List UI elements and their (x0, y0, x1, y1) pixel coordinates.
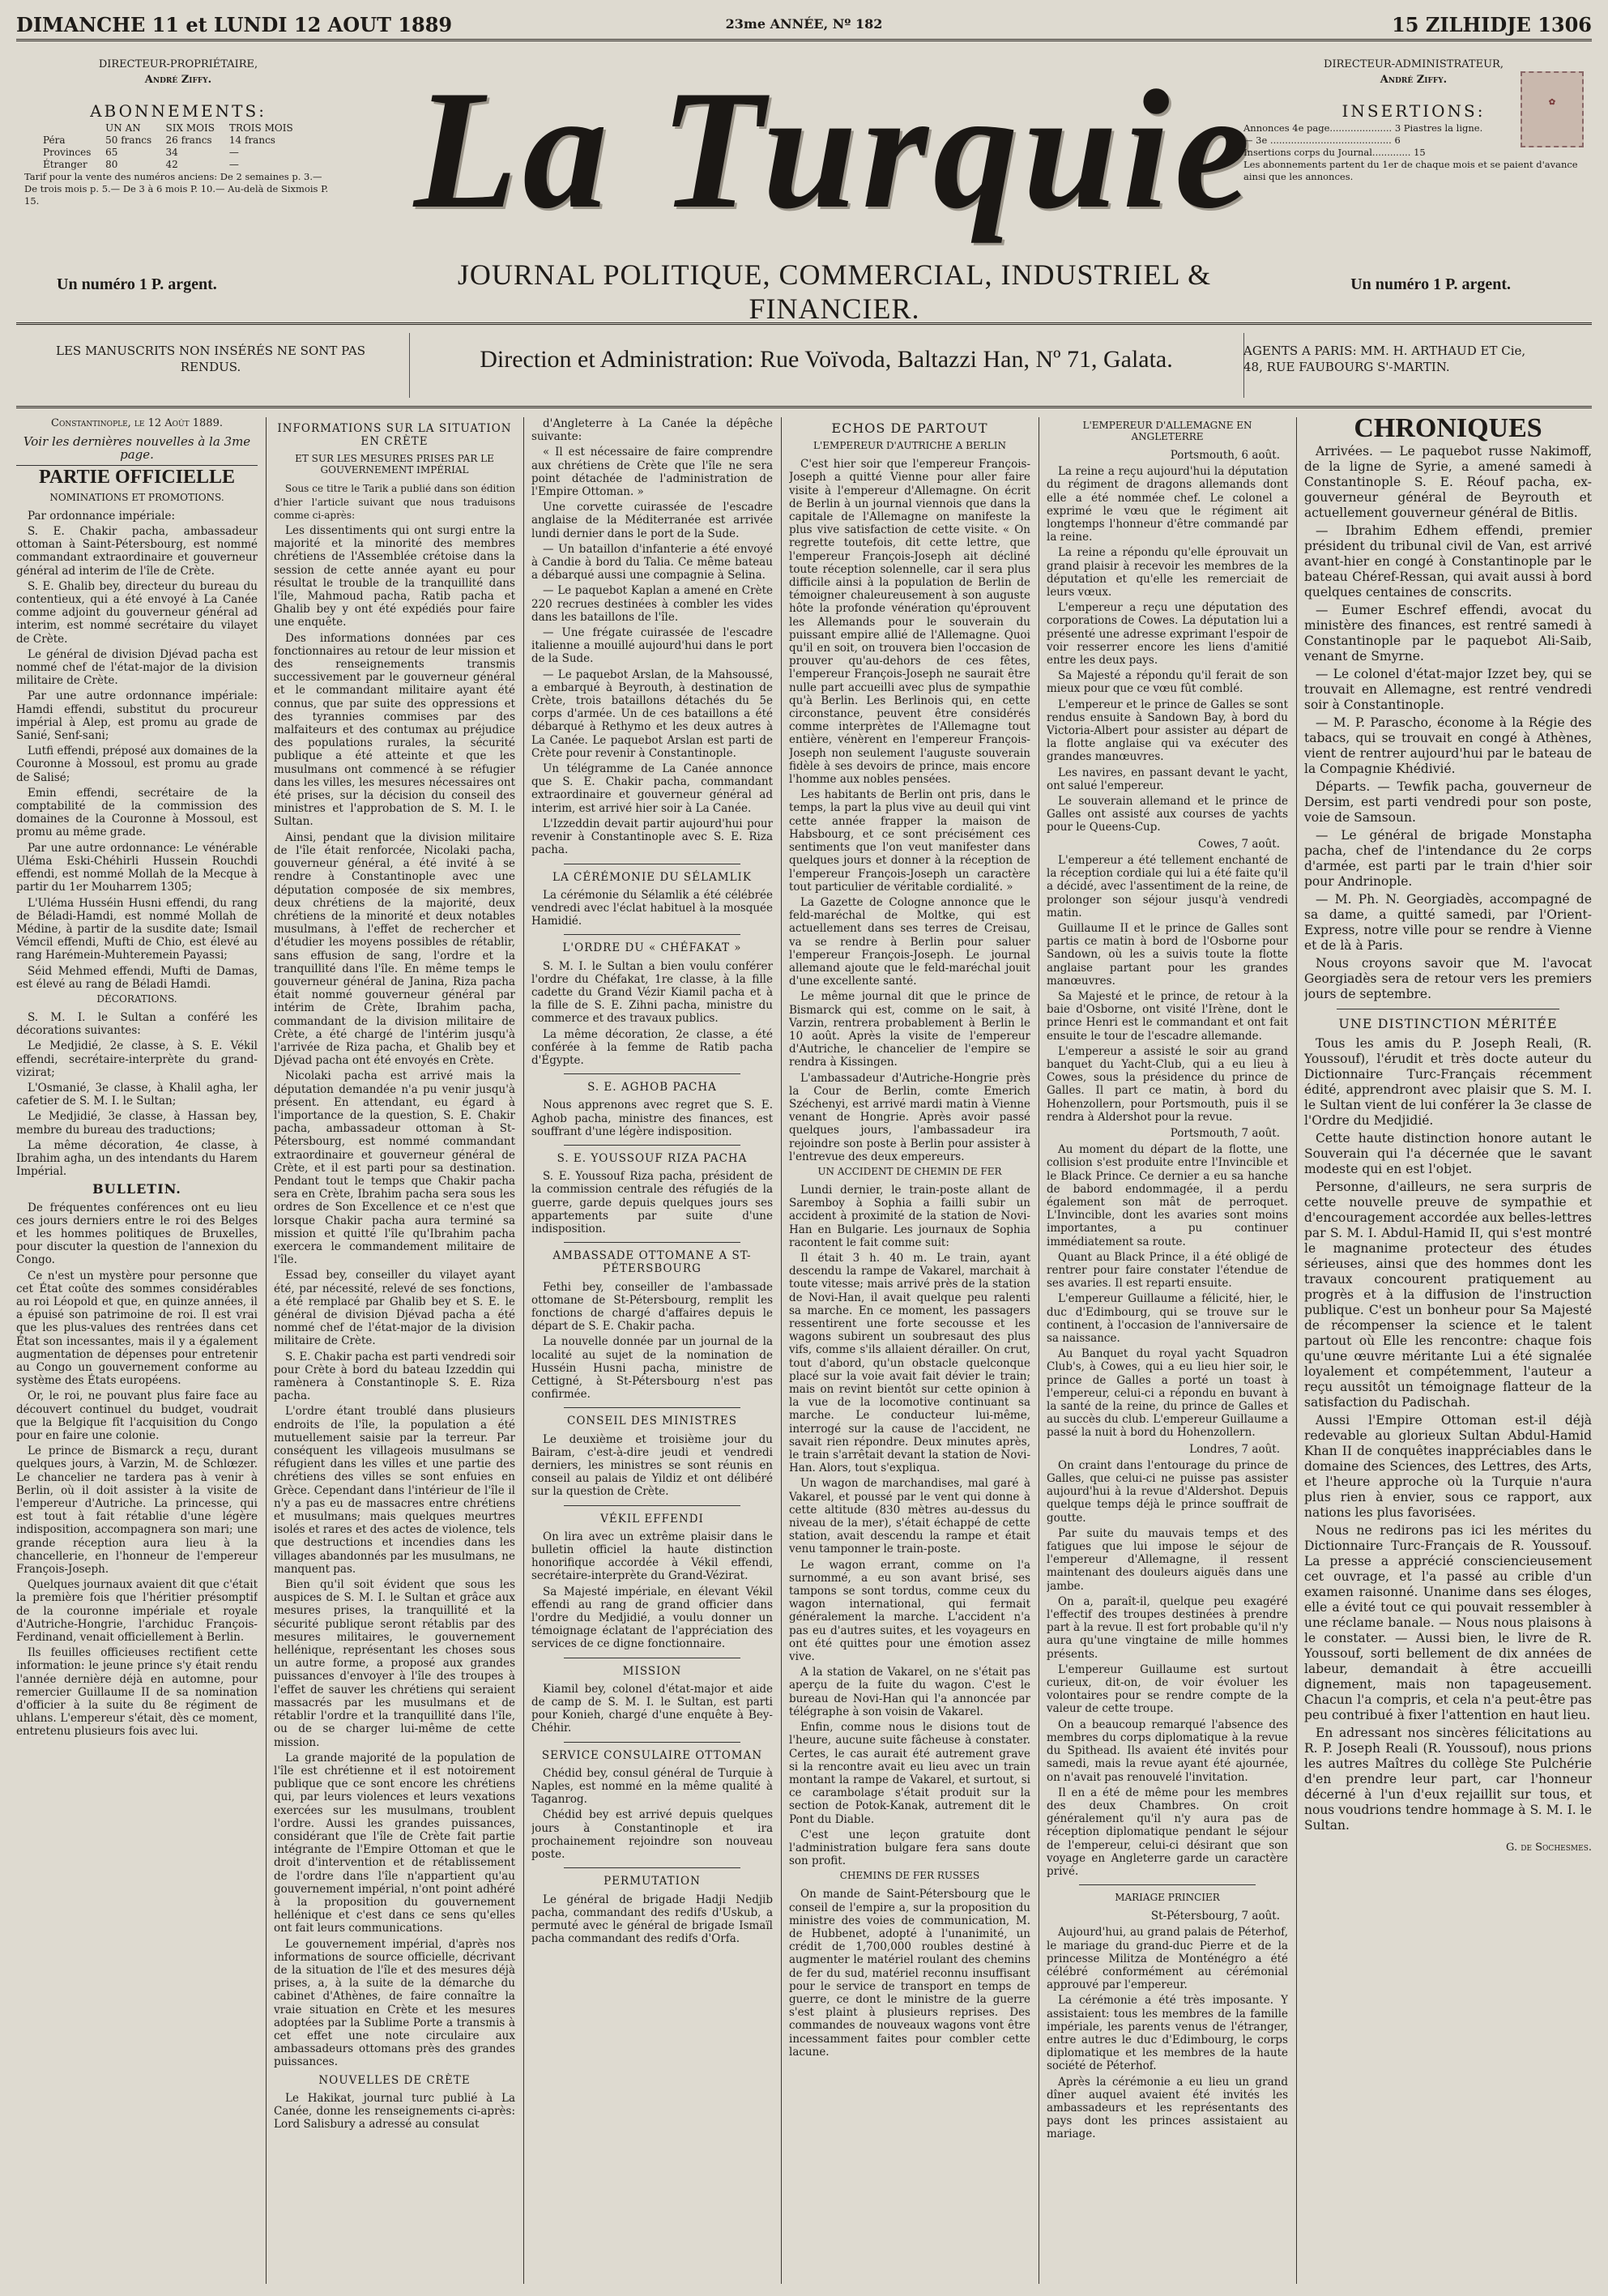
divider (409, 333, 410, 398)
paragraph: Les dissentiments qui ont surgi entre la majorité et la minorité des membres chrétiens de l'Assemblée crétoise dans la session de cette année ayant eu pour résultat le trouble de la tranquillité dans l'île, Mahmoud pacha, Ratib pacha et Ghalib bey y ont été expédiés pour faire une enquête. (274, 524, 515, 629)
paragraph: La reine a répondu qu'elle éprouvait un grand plaisir à recevoir les membres de la députation et qu'elle les remerciait de leurs vœux. (1047, 546, 1288, 600)
paragraph: Or, le roi, ne pouvant plus faire face au découvert continuel du budget, voudrait que la Belgique fît l'acquisition du Congo pour en faire une colonie. (16, 1389, 258, 1443)
paragraph: Le Hakikat, journal turc publié à La Canée, donne les renseignements ci-après: Lord Salisbury a adressé au consulat (274, 2091, 515, 2132)
paragraph: Le souverain allemand et le prince de Galles ont assisté aux courses de yachts pour le Queens-Cup. (1047, 795, 1288, 834)
dateline: Cowes, 7 août. (1198, 837, 1280, 851)
paragraph: Le général de division Djévad pacha est nommé chef de l'état-major de la division militaire de Crète. (16, 647, 258, 688)
paragraph: Il était 3 h. 40 m. Le train, ayant descendu la rampe de Vakarel, marchait à toute vitesse; mais arrivé près de la station de Novi-Han, il avait quelque peu ralenti sa marche. En ce moment, les passagers ressentirent une forte secousse et les wagons subirent un soubresaut des plus vifs, comme s'ils allaient dérailler. On crut, tout d'abord, qu'un obstacle quelconque placé sur la voie avait fait dévier le train; mais on revint bientôt sur cette opinion à la vue de la locomotive continuant sa marche. Le conducteur lui-même, interrogé sur la cause de l'accident, ne savait rien répondre. Deux minutes après, le train s'arrêtait devant la station de Novi-Han. Alors, tout s'expliqua. (789, 1251, 1030, 1475)
paragraph: A la station de Vakarel, on ne s'était pas aperçu de la fuite du wagon. C'est le bureau de Novi-Han qui l'a annoncée par télégraphe à son voisin de Vakarel. (789, 1666, 1030, 1718)
paragraph: d'Angleterre à La Canée la dépêche suivante: (531, 417, 773, 444)
dateline: Portsmouth, 7 août. (1170, 1126, 1280, 1140)
hijri-date: 15 ZILHIDJE 1306 (1392, 13, 1592, 36)
paragraph: La grande majorité de la population de l'île est chrétienne et il est notoirement publique que ce sont encore les chrétiens qui, par leurs violences et leurs vexations exercées sur les musulmans, troublent l'ordre. Aussi les grandes puissances, considérant que l'île de Crète fait partie intégrante de l'Empire Ottoman et que le droit d'intervention et de rétablissement de l'ordre dans l'île n'appartient qu'au gouvernement impérial, n'ont point adhéré à la proposition du gouvernement hellénique et c'est dans ce sens qu'elles ont fait leurs communications. (274, 1751, 515, 1935)
divider (564, 1073, 740, 1074)
article-title: AMBASSADE OTTOMANE A ST-PÉTERSBOURG (552, 1249, 752, 1276)
paragraph: Fethi bey, conseiller de l'ambassade ottomane de St-Pétersbourg, remplit les fonctions de chargé d'affaires depuis le départ de S. E. Chakir pacha. (531, 1280, 773, 1334)
divider (564, 1742, 740, 1743)
paragraph: — M. P. Parascho, économe à la Régie des tabacs, qui se trouvait en congé à Athènes, vient de rentrer aujourd'hui par le bateau de la Compagnie Khédivié. (1304, 715, 1592, 776)
divider (564, 1145, 740, 1146)
table-cell: Étranger (43, 159, 87, 170)
paragraph: Séid Mehmed effendi, Mufti de Damas, est élevé au rang de Béladi Hamdi. (16, 964, 258, 991)
column-3 (531, 417, 773, 2284)
paragraph: Tous les amis du P. Joseph Reali, (R. Youssouf), l'érudit et très docte auteur du Dictionnaire Turc-Français récemment édité, apprendront avec plaisir que S. M. I. le Sultan vient de lui conférer la 3e classe de l'Ordre du Medjidié. (1304, 1036, 1592, 1128)
paragraph: L'Izzeddin devait partir aujourd'hui pour revenir à Constantinople avec S. E. Riza pacha. (531, 817, 773, 857)
paragraph: On craint dans l'entourage du prince de Galles, que celui-ci ne puisse pas assister aujourd'hui à la revue d'Aldershot. Depuis quelque temps déjà le prince souffrait de goutte. (1047, 1458, 1288, 1525)
paragraph: On a beaucoup remarqué l'absence des membres du corps diplomatique à la revue du Spithead. Ils avaient été invités pour samedi, mais la revue ayant été ajournée, on n'avait pas renouvelé l'invitation. (1047, 1718, 1288, 1784)
paragraph: C'est une leçon gratuite dont l'administration bulgare fera sans doute son profit. (789, 1828, 1030, 1868)
column-5 (1047, 417, 1288, 2284)
paragraph: Arrivées. — Le paquebot russe Nakimoff, de la ligne de Syrie, a amené samedi à Constantinople S. E. Réouf pacha, ex-gouverneur général de Beyrouth et actuellement gouverneur général de Bitlis. (1304, 444, 1592, 520)
paragraph: Le prince de Bismarck a reçu, durant quelques jours, à Varzin, M. de Schlœzer. Le chancelier ne tardera pas à venir à Berlin, où il doit assister à la visite de l'empereur d'Autriche. La princesse, qui est tout à fait rétablie d'une légère indisposition, accompagnera son mari; une grande réception aura lieu à la chancellerie, en l'honneur de l'empereur François-Joseph. (16, 1445, 258, 1577)
insertions-heading: INSERTIONS: (1341, 101, 1486, 121)
column-4 (789, 417, 1030, 2284)
divider (564, 1407, 740, 1408)
paragraph: Bien qu'il soit évident que sous les auspices de S. M. I. le Sultan et grâce aux mesures prises, la tranquillité et la sécurité publique seront rétablis par des mesures militaires, le gouvernement hellénique, représentant les choses sous un autre forme, a proposé aux grandes puissances d'envoyer à l'île des troupes à l'effet de sauver les chrétiens qui seraient massacrés par les musulmans et de rétablir l'ordre et la tranquillité dans l'île, ou de se charger lui-même de cette mission. (274, 1578, 515, 1749)
insertion-rate: Insertions corps du Journal............. 15 (1243, 147, 1426, 158)
paragraph: Les habitants de Berlin ont pris, dans le temps, la part la plus vive au deuil qui vint cette année frapper la maison de Habsbourg, et ce sont précisément ces sentiments que l'on veut manifester dans quelques jours et donner à la réception de l'empereur François-Joseph un caractère tout particulier de véritable cordialité. » (789, 788, 1030, 894)
divider (564, 1867, 740, 1868)
table-cell: 26 francs (165, 134, 212, 146)
subscriptions-block (24, 57, 332, 207)
paragraph: Sa Majesté et le prince, de retour à la baie d'Osborne, ont visité l'Irène, dont le prince Henri est le commandant et ont fait ensuite le tour de l'escadre allemande. (1047, 989, 1288, 1043)
paragraph: Ainsi, pendant que la division militaire de l'île était renforcée, Nicolaki pacha, gouverneur général, a été invité à se rendre à Constantinople avec une députation composée de six membres, deux chrétiens de la majorité, deux chrétiens de la minorité et deux notables musulmans, à l'effet de rechercher et d'étudier les moyens possibles de rétablir, sans effusion de sang, l'ordre et la tranquillité dans l'île. En même temps le gouverneur général de Janina, Riza pacha était nommé gouverneur général par intérim de Crète, Ibrahim pacha, commandant de la division militaire de Crète, a été chargé de l'intérim jusqu'à l'arrivée de Riza pacha, et Ghalib bey et Djévad pacha ont été envoyés en Crète. (274, 830, 515, 1068)
paragraph: L'Osmanié, 3e classe, à Khalil agha, ler cafetier de S. M. I. le Sultan; (16, 1081, 258, 1108)
latest-news-note: Voir les dernières nouvelles à la 3me page. (16, 435, 258, 465)
article-title: UNE DISTINCTION MÉRITÉE (1338, 1016, 1558, 1031)
article-title: S. E. AGHOB PACHA (587, 1081, 717, 1095)
subscription-note: Les abonnements partent du 1er de chaque mois et se paient d'avance ainsi que les annonces. (1243, 159, 1578, 182)
paragraph: Quelques journaux avaient dit que c'était la première fois que l'héritier présomptif de la couronne impériale et royale d'Autriche-Hongrie, l'archiduc François-Ferdinand, venait officiellement à Berlin. (16, 1578, 258, 1645)
paragraph: — Une frégate cuirassée de l'escadre italienne a mouillé aujourd'hui dans le port de la Sude. (531, 626, 773, 666)
paragraph: Nous croyons savoir que M. l'avocat Georgiadès sera de retour vers les premiers jours de septembre. (1304, 956, 1592, 1001)
article-title: CONSEIL DES MINISTRES (567, 1415, 737, 1428)
direction-address: Direction et Administration: Rue Voïvoda, Baltazzi Han, Nº 71, Galata. (480, 346, 1173, 373)
table-cell: 42 (165, 159, 178, 170)
paragraph: Lundi dernier, le train-poste allant de Saremboy à Sophia a failli subir un accident à proximité de la station de Novi-Han en Bulgarie. Les journaux de Sophia racontent le fait comme suit: (789, 1183, 1030, 1249)
manuscripts-note: LES MANUSCRITS NON INSÉRÉS NE SONT PAS RENDUS. (56, 344, 365, 374)
table-header: UN AN (105, 122, 141, 134)
price-left: Un numéro 1 P. argent. (57, 275, 217, 293)
paragraph: L'ambassadeur d'Autriche-Hongrie près la Cour de Berlin, comte Emerich Széchenyi, est arrivé mardi matin à Vienne venant de Hongrie. Après avoir passé quelques jours, l'ambassadeur ira rejoindre son poste à Berlin pour assister à l'entrevue des deux empereurs. (789, 1071, 1030, 1163)
paragraph: S. M. I. le Sultan a conféré les décorations suivantes: (16, 1010, 258, 1038)
paragraph: — Le colonel d'état-major Izzet bey, qui se trouvait en Allemagne, est rentré vendredi soir à Constantinople. (1304, 667, 1592, 712)
article-title: MISSION (622, 1664, 682, 1678)
paragraph: Enfin, comme nous le disions tout de l'heure, aucune suite fâcheuse à constater. Certes, le cas aurait été autrement grave si la rencontre avait eu lieu avec un train montant la rampe de Vakarel, et surtout, si ce carambolage s'était produit sur la section de Potok-Kanak, autrement dit le Pont du Diable. (789, 1721, 1030, 1826)
paragraph: — Ibrahim Edhem effendi, premier président du tribunal civil de Van, est arrivé avant-hier en congé à Constantinople par le bateau Chéref-Ressan, qui avait aussi à bord quelques centaines de conscrits. (1304, 523, 1592, 600)
paragraph: Ce n'est un mystère pour personne que cet État coûte des sommes considérables au roi Léopold et que, en quinze années, il a épuisé son patrimoine de roi. Il est vrai que les plus-values des rentrées dans cet État son incessantes, mais il y a également augmentation de dépenses pour entretenir au Congo un gouvernement conforme au système des États européens. (16, 1269, 258, 1388)
article-title: BULLETIN. (92, 1181, 181, 1197)
table-row (41, 134, 308, 147)
paragraph: L'empereur a été tellement enchanté de la réception cordiale qui lui a été faite qu'il a décidé, avec l'assentiment de la reine, de prolonger son séjour jusqu'à vendredi matin. (1047, 853, 1288, 920)
administration-bar (16, 322, 1592, 408)
paragraph: L'ordre étant troublé dans plusieurs endroits de l'île, la population a été mutuellement saisie par la terreur. Par conséquent les villageois musulmans se réfugient dans les villes et une partie des chrétiens des villes se sont enfuies en Grèce. Cependant dans l'intérieur de l'île il n'y a pas eu de massacres entre chrétiens et musulmans; mais quelques meurtres isolés et rares et des actes de violence, tels que destructions et incendies dans les villages abandonnés par les musulmans, ne manquent pas. (274, 1405, 515, 1576)
paragraph: Cette haute distinction honore autant le Souverain qui l'a décernée que le savant modeste qui en est l'objet. (1304, 1131, 1592, 1176)
masthead-title: La Turquie (413, 56, 1256, 244)
column-rule (781, 417, 782, 2284)
paragraph: Par une autre ordonnance impériale: Hamdi effendi, substitut du procureur impérial à Alep, est promu au grade de Sanié, Senf-sani; (16, 689, 258, 743)
dateline: Portsmouth, 6 août. (1170, 449, 1280, 462)
paragraph: Les navires, en passant devant le yacht, ont salué l'empereur. (1047, 766, 1288, 792)
article-title: VÉKIL EFFENDI (600, 1512, 704, 1526)
paragraph: En adressant nos sincères félicitations au R. P. Joseph Reali (R. Youssouf), nous prions les autres Maîtres du collège Ste Pulchérie d'en prendre leur part, car l'honneur décerné à l'un d'eux rejaillit sur tous, et nous voudrions tendre hommage à S. M. I. le Sultan. (1304, 1726, 1592, 1833)
paragraph: La même décoration, 4e classe, à Ibrahim agha, un des intendants du Harem Impérial. (16, 1138, 258, 1179)
section-subtitle: NOMINATIONS ET PROMOTIONS. (49, 491, 224, 503)
table-cell: Provinces (43, 147, 92, 158)
agents-line: AGENTS A PARIS: MM. H. ARTHAUD ET Cie, (1243, 344, 1526, 358)
column-2 (274, 417, 515, 2284)
insertion-rate: Annonces 4e page..................... 3 Piastres la ligne. (1243, 122, 1483, 134)
paragraph: S. E. Chakir pacha est parti vendredi soir pour Crète à bord du bateau Izzeddin qui ramènera à Constantinople S. E. Riza pacha. (274, 1350, 515, 1403)
paragraph: La reine a reçu aujourd'hui la députation du régiment de dragons allemands dont elle a été nommée chef. Le colonel a exprimé le vœu que le régiment ait longtemps l'honneur d'être commandé par la reine. (1047, 465, 1288, 544)
paragraph: Le gouvernement impérial, d'après nos informations de source officielle, décrivant de la situation de l'île et des mesures déjà prises, a, à la suite de la démarche du cabinet d'Athènes, de faire connaître la vraie situation en Crète et les mesures adoptées par la Sublime Porte a transmis à cet effet une note circulaire aux ambassadeurs ottomans près des grandes puissances. (274, 1937, 515, 2069)
paragraph: Le général de brigade Hadji Nedjib pacha, commandant des redifs d'Uskub, a permuté avec le général de brigade Ismaïl pacha commandant des redifs d'Orfa. (531, 1893, 773, 1946)
paragraph: Sous ce titre le Tarik a publié dans son édition d'hier l'article suivant que nous traduisons comme ci-après: (274, 483, 515, 521)
paragraph: Le Medjidié, 2e classe, à S. E. Vékil effendi, secrétaire-interprète du grand-vizirat; (16, 1039, 258, 1079)
author-signature: G. de Sochesmes. (1506, 1841, 1592, 1854)
paragraph: L'empereur a reçu une députation des corporations de Cowes. La députation lui a présenté une adresse exprimant l'espoir de voir resserrer encore les liens d'amitié entre les deux pays. (1047, 601, 1288, 668)
paragraph: On mande de Saint-Pétersbourg que le conseil de l'empire a, sur la proposition du ministre des voies de communication, M. de Hubbenet, adopté à l'unanimité, un crédit de 1,700,000 roubles destiné à augmenter le matériel roulant des chemins de fer du sud, matériel reconnu insuffisant pour le service de transport en temps de guerre, ce dont le ministre de la guerre s'est plaint à plusieurs reprises. Des commandes de nouveaux wagons vont être incessamment faites pour combler cette lacune. (789, 1888, 1030, 2059)
article-subtitle: L'EMPEREUR D'ALLEMAGNE EN ANGLETERRE (1082, 420, 1252, 442)
article-title: NOUVELLES DE CRÈTE (318, 2073, 471, 2087)
article-title: LA CÉRÉMONIE DU SÉLAMLIK (552, 870, 752, 884)
article-title: PERMUTATION (604, 1875, 701, 1888)
paragraph: S. E. Ghalib bey, directeur du bureau du contentieux, qui a été envoyé à La Canée comme adjoint du gouverneur général ad interim, est nommé secrétaire du vilayet de Crète. (16, 579, 258, 646)
paragraph: Départs. — Tewfik pacha, gouverneur de Dersim, est parti vendredi pour son poste, voie de Samsoun. (1304, 779, 1592, 825)
paragraph: Emin effendi, secrétaire de la comptabilité de la commission des domaines de la Couronne à Mossoul, est promu au même grade. (16, 786, 258, 839)
paragraph: La même décoration, 2e classe, a été conférée à la femme de Ratib pacha d'Égypte. (531, 1027, 773, 1067)
subscriptions-heading: ABONNEMENTS: (90, 101, 267, 121)
article-title: L'ORDRE DU « CHÉFAKAT » (562, 941, 742, 955)
paragraph: Le wagon errant, comme on l'a surnommé, a eu son avant brisé, ses tampons se sont tordus, comme ceux du wagon international, qui fermait généralement la marche. L'accident n'a pas eu d'autres suites, et les voyageurs en ont été quittes pour une émotion assez vive. (789, 1558, 1030, 1664)
paragraph: Sa Majesté impériale, en élevant Vékil effendi au rang de grand officier dans l'ordre du Medjidié, a voulu donner un témoignage éclatant de l'appréciation des services de ce digne fonctionnaire. (531, 1585, 773, 1651)
paragraph: S. E. Chakir pacha, ambassadeur ottoman à Saint-Pétersbourg, est nommé commandant extraordinaire et gouverneur général ad interim de l'île de Crète. (16, 525, 258, 578)
issue-date: DIMANCHE 11 et LUNDI 12 AOUT 1889 (16, 13, 453, 36)
paragraph: La nouvelle donnée par un journal de la localité au sujet de la nomination de Husséin Husni pacha, ministre de Cettigné, à St-Pétersbourg n'est pas confirmée. (531, 1335, 773, 1402)
table-cell: — (228, 147, 239, 158)
masthead-subtitle: JOURNAL POLITIQUE, COMMERCIAL, INDUSTRIEL & FINANCIER. (457, 258, 1212, 325)
table-cell: 14 francs (228, 134, 275, 146)
table-cell: — (228, 159, 239, 170)
section-title: PARTIE OFFICIELLE (38, 466, 236, 488)
column-rule (266, 417, 267, 2284)
article-subtitle: MARIAGE PRINCIER (1115, 1892, 1220, 1904)
table-cell: Péra (43, 134, 66, 146)
paragraph: Le Medjidié, 3e classe, à Hassan bey, membre du bureau des traductions; (16, 1110, 258, 1137)
column-1 (16, 417, 258, 2284)
paragraph: Nous apprenons avec regret que S. E. Aghob pacha, ministre des finances, est souffrant d'une légère indisposition. (531, 1099, 773, 1138)
table-cell: 34 (165, 147, 178, 158)
paragraph: La cérémonie du Sélamlik a été célébrée vendredi avec l'éclat habituel à la mosquée Hamidié. (531, 888, 773, 928)
column-6 (1304, 417, 1592, 2284)
director-label: DIRECTEUR-PROPRIÉTAIRE, (98, 58, 258, 70)
paris-agents (1243, 343, 1584, 375)
paragraph: Nicolaki pacha est arrivé mais la députation demandée n'a pu venir jusqu'à présent. En attendant, eu égard à l'importance de la question, S. E. Chakir pacha, ambassadeur ottoman à St-Pétersbourg, est nommé commandant extraordinaire et gouverneur général de Crète, et il est parti pour sa destination. Pendant tout le temps que Chakir pacha sera en Crète, Ibrahim pacha sera sous les ordres de Son Excellence et ce n'est que lorsque Chakir pacha aura terminé sa mission et quitté l'île qu'Ibrahim pacha exercera le commandement militaire de l'île. (274, 1069, 515, 1267)
divider (564, 934, 740, 935)
paragraph: On a, paraît-il, quelque peu exagéré l'effectif des troupes destinées à prendre part à la revue. Il est fort probable qu'il n'y aura qu'une vingtaine de mille hommes présents. (1047, 1594, 1288, 1661)
divider (1079, 1884, 1256, 1885)
paragraph: Essad bey, conseiller du vilayet ayant été, par nécessité, relevé de ses fonctions, a été remplacé par Ghalib bey et S. E. le général de division Djévad pacha a été nommé chef de l'état-major de la division militaire de Crète. (274, 1269, 515, 1348)
subscription-table (41, 122, 308, 171)
paragraph: Des informations données par ces fonctionnaires au retour de leur mission et des renseignements transmis successivement par le gouverneur général et le commandant militaire ayant été connus, que par suite des oppressions et des tyrannies commises par des malfaiteurs et des contumax au préjudice des populations rurales, la sécurité publique a été atteinte et que les musulmans ont commencé à se réfugier dans les villes, les mesures nécessaires ont été prises, sur la décision du conseil des ministres et l'approbation de S. M. I. le Sultan. (274, 631, 515, 829)
paragraph: Par une autre ordonnance: Le vénérable Uléma Eski-Chéhirli Hussein Rouchdi effendi, est nommé Mollah de la Mecque à partir du 1er Mouharrem 1305; (16, 841, 258, 894)
paragraph: Par suite du mauvais temps et des fatigues que lui impose le séjour de l'empereur d'Allemagne, il ressent maintenant des douleurs aiguës dans une jambe. (1047, 1526, 1288, 1593)
paragraph: — Le général de brigade Monstapha pacha, chef de l'intendance du 2e corps d'armée, est parti par le train d'hier soir pour Andrinople. (1304, 828, 1592, 889)
paragraph: — Le paquebot Kaplan a amené en Crète 220 recrues destinées à combler les vides dans les bataillons de l'île. (531, 584, 773, 624)
article-subtitle: ET SUR LES MESURES PRISES PAR LE GOUVERNEMENT IMPÉRIAL (295, 453, 494, 476)
paragraph: Quant au Black Prince, il a été obligé de rentrer pour faire constater l'étendue de ses avaries. Il est reparti ensuite. (1047, 1250, 1288, 1291)
paragraph: Personne, d'ailleurs, ne sera surpris de cette nouvelle preuve de sympathie et d'encouragement accordée aux belles-lettres par S. M. I. Abdul-Hamid II, qui s'est montré le magnanime protecteur des études sérieuses, ainsi que des hommes dont les travaux concourent pratiquement au progrès et à la diffusion de l'instruction publique. C'est un bonheur pour Sa Majesté de récompenser la science et le talent partout où Elle les rencontre: chaque fois qu'une œuvre méritante Lui a été signalée loyalement et compétemment, l'auteur a reçu aussitôt un témoignage flatteur de la satisfaction du Padischah. (1304, 1180, 1592, 1410)
table-row (41, 159, 308, 171)
paragraph: De fréquentes conférences ont eu lieu ces jours derniers entre le roi des Belges et les hommes politiques de Bruxelles, pour discuter la question de l'annexion du Congo. (16, 1201, 258, 1267)
column-rule (1296, 417, 1297, 2284)
article-subtitle: CHEMINS DE FER RUSSES (839, 1870, 980, 1882)
director-name: André Ziffy. (144, 74, 212, 86)
date-bar (16, 10, 1592, 41)
paragraph: Un wagon de marchandises, mal garé à Vakarel, et poussé par le vent qui donne à cette altitude (830 mètres au-dessus du niveau de la mer), s'était échappé de cette station, avait descendu la rampe et était venu tamponner le train-poste. (789, 1477, 1030, 1556)
dateline: Constantinople, le 12 Août 1889. (51, 417, 223, 429)
column-rule (523, 417, 524, 2284)
article-title: S. E. YOUSSOUF RIZA PACHA (557, 1151, 748, 1165)
paragraph: S. E. Youssouf Riza pacha, président de la commission centrale des réfugiés de la guerre, garde depuis quelques jours ses appartements par suite d'une indisposition. (531, 1170, 773, 1235)
paragraph: Une corvette cuirassée de l'escadre anglaise de la Méditerranée est arrivée lundi dernier dans le port de la Sude. (531, 501, 773, 540)
paragraph: Un télégramme de La Canée annonce que S. E. Chakir pacha, commandant extraordinaire et gouverneur général ad interim, est arrivé hier soir à La Canée. (531, 762, 773, 815)
dateline: St-Pétersbourg, 7 août. (1150, 1910, 1280, 1923)
article-columns (16, 417, 1592, 2284)
paragraph: Au Banquet du royal yacht Squadron Club's, à Cowes, qui a eu lieu hier soir, le prince de Galles a porté un toast à l'empereur, celui-ci a répondu en buvant à la santé de la reine, du prince de Galles et au succès du club. L'empereur Guillaume a passé la nuit à bord du Hohenzollern. (1047, 1347, 1288, 1440)
paragraph: Ils feuilles officieuses rectifient cette information: le jeune prince s'y était rendu l'année dernière déjà en automne, pour remercier Guillaume II de sa nomination d'officier à la suite du 8e régiment de uhlans. L'empereur s'était, dès ce moment, entretenu plusieurs fois avec lui. (16, 1646, 258, 1739)
paragraph: C'est hier soir que l'empereur François-Joseph a quitté Vienne pour aller faire visite à l'empereur d'Allemagne. On écrit de Berlin à un journal viennois que dans la capitale de l'Allemagne on manifeste la plus vive satisfaction de cette visite. « On regrette toutefois, dit cette lettre, que l'empereur François-Joseph ait décliné toute réception solennelle, car il sera plus difficile ainsi à la population de Berlin de témoigner chaleureusement à son auguste hôte la profonde vénération qu'éprouvent les Allemands pour le souverain du puissant empire allié de l'Allemagne. Quoi qu'il en soit, on trouvera bien l'occasion de prouver qu'au-dehors de ces fêtes, l'empereur François-Joseph ne saurait être nulle part accueilli avec plus de sympathie qu'à Berlin. Les Berlinois qui, en cette circonstance, peuvent être considérés comme interprètes de l'Allemagne tout entière, vénèrent en l'empereur François-Joseph non seulement l'auguste souverain fidèle à ses devoirs de prince, mais encore l'homme aux nobles pensées. (789, 458, 1030, 787)
table-row (41, 147, 308, 159)
paragraph: L'empereur Guillaume est surtout curieux, dit-on, de voir évoluer les volontaires pour se rendre compte de la valeur de cette troupe. (1047, 1662, 1288, 1716)
paragraph: La cérémonie a été très imposante. Y assistaient: tous les membres de la famille impériale, les parents venus de l'étranger, entre autres le duc d'Edimbourg, le corps diplomatique et les membres de la haute société de Péterhof. (1047, 1994, 1288, 2073)
paragraph: « Il est nécessaire de faire comprendre aux chrétiens de Crète que l'île ne sera point détachée de l'administration de l'Empire Ottoman. » (531, 446, 773, 499)
section-title: CHRONIQUES (1354, 417, 1542, 443)
paragraph: — Le paquebot Arslan, de la Mahsoussé, a embarqué à Beyrouth, à destination de Crète, trois bataillons détachés du 5e corps d'armée. Un de ces bataillons a été débarqué à Rethymo et les deux autres à La Canée. Le paquebot Arslan est parti de Crète pour revenir à Constantinople. (531, 668, 773, 760)
table-cell: 65 (105, 147, 118, 158)
article-title: ECHOS DE PARTOUT (831, 420, 988, 436)
paragraph: La Gazette de Cologne annonce que le feld-maréchal de Moltke, qui est actuellement dans ses terres de Creisau, va se rendre à Berlin pour saluer l'empereur François-Joseph. Le journal allemand ajoute que le feld-maréchal jouit d'une excellente santé. (789, 895, 1030, 988)
table-row (41, 122, 308, 134)
insertion-rate: — 3e ......................................... 6 (1243, 134, 1401, 146)
paragraph: Le même journal dit que le prince de Bismarck qui est, comme on le sait, à Varzin, rentrera probablement à Berlin le 10 août. Après la visite de l'empereur d'Autriche, le chancelier de l'empire se rendra à Kissingen. (789, 990, 1030, 1069)
stamp-seal-icon: ✿ (1548, 98, 1556, 107)
issue-number: 23me ANNÉE, Nº 182 (725, 16, 883, 32)
article-subtitle: L'EMPEREUR D'AUTRICHE A BERLIN (813, 440, 1006, 452)
paragraph: — Eumer Eschref effendi, avocat du ministère des finances, est rentré samedi à Constantinople par le paquebot Ali-Saib, venant de Smyrne. (1304, 603, 1592, 664)
administrator-label: DIRECTEUR-ADMINISTRATEUR, (1324, 58, 1504, 70)
table-header: SIX MOIS (165, 122, 215, 134)
article-subtitle: UN ACCIDENT DE CHEMIN DE FER (817, 1165, 1002, 1177)
paragraph: S. M. I. le Sultan a bien voulu conférer l'ordre du Chéfakat, 1re classe, à la fille cadette du Grand Vézir Kiamil pacha et à la fille de S. E. Zihni pacha, ministre du commerce et des travaux publics. (531, 959, 773, 1026)
paragraph: Au moment du départ de la flotte, une collision s'est produite entre l'Invincible et le Black Prince. Ce dernier a eu sa hanche de babord endommagée, il a perdu également son mât de perroquet. L'Invincible, dont les avaries sont moins importantes, a pu continuer immédiatement sa route. (1047, 1143, 1288, 1248)
price-right: Un numéro 1 P. argent. (1350, 275, 1511, 293)
paragraph: Le deuxième et troisième jour du Bairam, c'est-à-dire jeudi et vendredi derniers, les ministres se sont réunis en conseil au palais de Yildiz et ont délibéré sur la question de Crète. (531, 1432, 773, 1499)
paragraph: L'Uléma Husséin Husni effendi, du rang de Béladi-Hamdi, est nommé Mollah de Médine, à partir de la susdite date; Ismail Vémcil effendi, Mufti de Chio, est élevé au rang Harémein-Muhteremein Payassi; (16, 896, 258, 962)
section-subtitle: DÉCORATIONS. (96, 992, 177, 1005)
paragraph: Lutfi effendi, préposé aux domaines de la Couronne à Mossoul, est promu au grade de Salisé; (16, 745, 258, 784)
paragraph: Nous ne redirons pas ici les mérites du Dictionnaire Turc-Français de R. Youssouf. La presse a apprécié consciencieusement cet ouvrage, et l'a passé au crible d'un examen raisonné. Unanime dans ses éloges, elle a évité tout ce qui pouvait ressembler à une réclame banale. — Nous nous plaisons à le constater. — Aussi bien, le livre de R. Youssouf, sorti bellement de dix années de labeur, demandait à être accueilli dignement, mais non tapageusement. Chacun l'a compris, et cela n'a peut-être pas peu contribué à fixer l'attention en haut lieu. (1304, 1523, 1592, 1722)
paragraph: L'empereur et le prince de Galles se sont rendus ensuite à Sandown Bay, à bord du Victoria-Albert pour assister au départ de la flotte anglaise qui va exécuter des grandes manœuvres. (1047, 698, 1288, 764)
table-cell: 80 (105, 159, 118, 170)
divider (564, 1242, 740, 1243)
tarif-note: Tarif pour la vente des numéros anciens: De 2 semaines p. 3.— De trois mois p. 5.— De 3 à 6 mois P. 10.— Au-delà de Sixmois P. 15. (24, 171, 329, 207)
paragraph: Chédid bey, consul général de Turquie à Naples, est nommé en la même qualité à Taganrog. (531, 1766, 773, 1807)
paragraph: Aujourd'hui, au grand palais de Péterhof, le mariage du grand-duc Pierre et de la princesse Militza de Monténégro a été célébré conformément au cérémonial approuvé par l'empereur. (1047, 1926, 1288, 1992)
paragraph: Il en a été de même pour les membres des deux Chambres. On croit généralement qu'il n'y aura pas de réception diplomatique pendant le séjour de l'empereur, celui-ci désirant que son voyage en Angleterre garde un caractère privé. (1047, 1786, 1288, 1878)
paragraph: — Un bataillon d'infanterie a été envoyé à Candie à bord du Talia. Ce même bateau a débarqué aussi une compagnie à Selina. (531, 542, 773, 583)
paragraph: L'empereur a assisté le soir au grand banquet du Yacht-Club, qui a eu lieu à Cowes, sous la présidence du prince de Galles. Il part ce matin, à bord du Hohenzollern, pour Portsmouth, puis il se rendra à Aldershot pour la revue. (1047, 1044, 1288, 1124)
paragraph: On lira avec un extrême plaisir dans le bulletin officiel la haute distinction honorifique accordée à Vékil effendi, secrétaire-interprète du Grand-Vézirat. (531, 1530, 773, 1583)
paragraph: Par ordonnance impériale: (28, 509, 176, 523)
divider (564, 1505, 740, 1506)
article-title: SERVICE CONSULAIRE OTTOMAN (541, 1748, 763, 1762)
table-cell: 50 francs (105, 134, 152, 146)
tax-stamp (1521, 71, 1584, 147)
agents-line: 48, RUE FAUBOURG S'-MARTIN. (1243, 360, 1450, 374)
paragraph: Guillaume II et le prince de Galles sont partis ce matin à bord de l'Osborne pour Sandown, où les a suivis toute la flotte anglaise partant pour les grandes manœuvres. (1047, 921, 1288, 988)
dateline: Londres, 7 août. (1189, 1442, 1280, 1456)
paragraph: — M. Ph. N. Georgiadès, accompagné de sa dame, a quitté samedi, par l'Orient-Express, notre ville pour se rendre à Vienne et de là à Paris. (1304, 892, 1592, 953)
paragraph: Après la cérémonie a eu lieu un grand dîner auquel avaient été invités les ambassadeurs et les représentants des pays dont les princes assistaient au mariage. (1047, 2075, 1288, 2141)
paragraph: Chédid bey est arrivé depuis quelques jours à Constantinople et ira prochainement rejoindre son nouveau poste. (531, 1808, 773, 1862)
table-header: TROIS MOIS (228, 122, 293, 134)
paragraph: Sa Majesté a répondu qu'il ferait de son mieux pour que ce vœu fût comblé. (1047, 669, 1288, 696)
article-title: INFORMATIONS SUR LA SITUATION EN CRÈTE (277, 422, 512, 449)
paragraph: Aussi l'Empire Ottoman est-il déjà redevable au glorieux Sultan Abdul-Hamid Khan II de conquêtes inappréciables dans le domaine des Sciences, des Lettres, des Arts, et l'heure approche où la Turquie n'aura plus rien à envier, sous ce rapport, aux nations les plus favorisées. (1304, 1413, 1592, 1520)
administrator-name: André Ziffy. (1380, 74, 1448, 86)
paragraph: L'empereur Guillaume a félicité, hier, le duc d'Edimbourg, qui se trouve sur le continent, à l'occasion de l'anniversaire de sa naissance. (1047, 1292, 1288, 1345)
paragraph: Kiamil bey, colonel d'état-major et aide de camp de S. M. I. le Sultan, est parti pour Konieh, chargé d'une enquête à Bey-Chéhir. (531, 1682, 773, 1735)
